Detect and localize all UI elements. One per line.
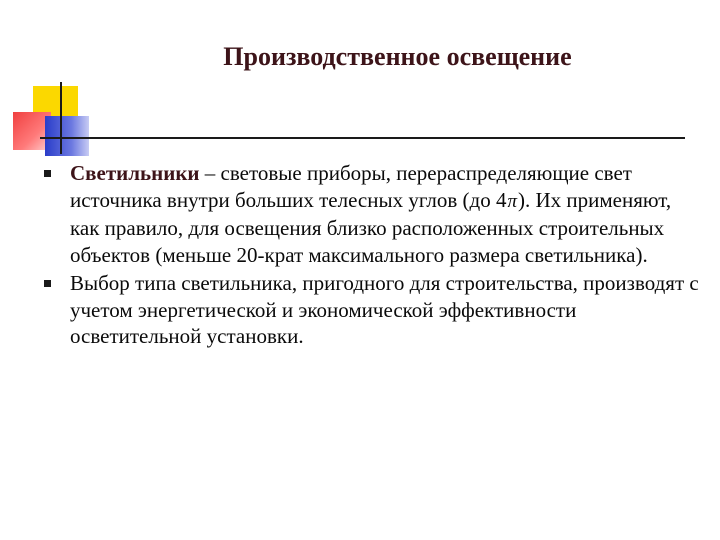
decor-blue-square: [45, 116, 89, 156]
pi-symbol: π: [507, 190, 517, 212]
slide-title: Производственное освещение: [223, 42, 572, 71]
square-bullet-icon: [44, 280, 51, 287]
bullet-item-luminaires: [44, 160, 704, 268]
bullet-text-selection: Выбор типа светильника, пригодного для строительства, производят с учетом энергетической и экономической эффективности осветительной установки.: [70, 271, 699, 348]
bullet-list: [44, 160, 704, 352]
title-divider-line: [40, 137, 685, 139]
square-bullet-icon: [44, 170, 51, 177]
bullet-text-part2: ). Их применяют, как правило, для освещения близко расположенных строительных объектов (меньше 20-крат максимального размера светильника).: [70, 187, 672, 267]
term-luminaires: Светильники: [70, 161, 200, 185]
bullet-text-part1: – световые приборы, перераспределяющие свет источника внутри больших телесных углов (до 4: [70, 161, 632, 212]
bullet-item-selection: [44, 270, 704, 350]
decor-vertical-line: [60, 82, 62, 154]
